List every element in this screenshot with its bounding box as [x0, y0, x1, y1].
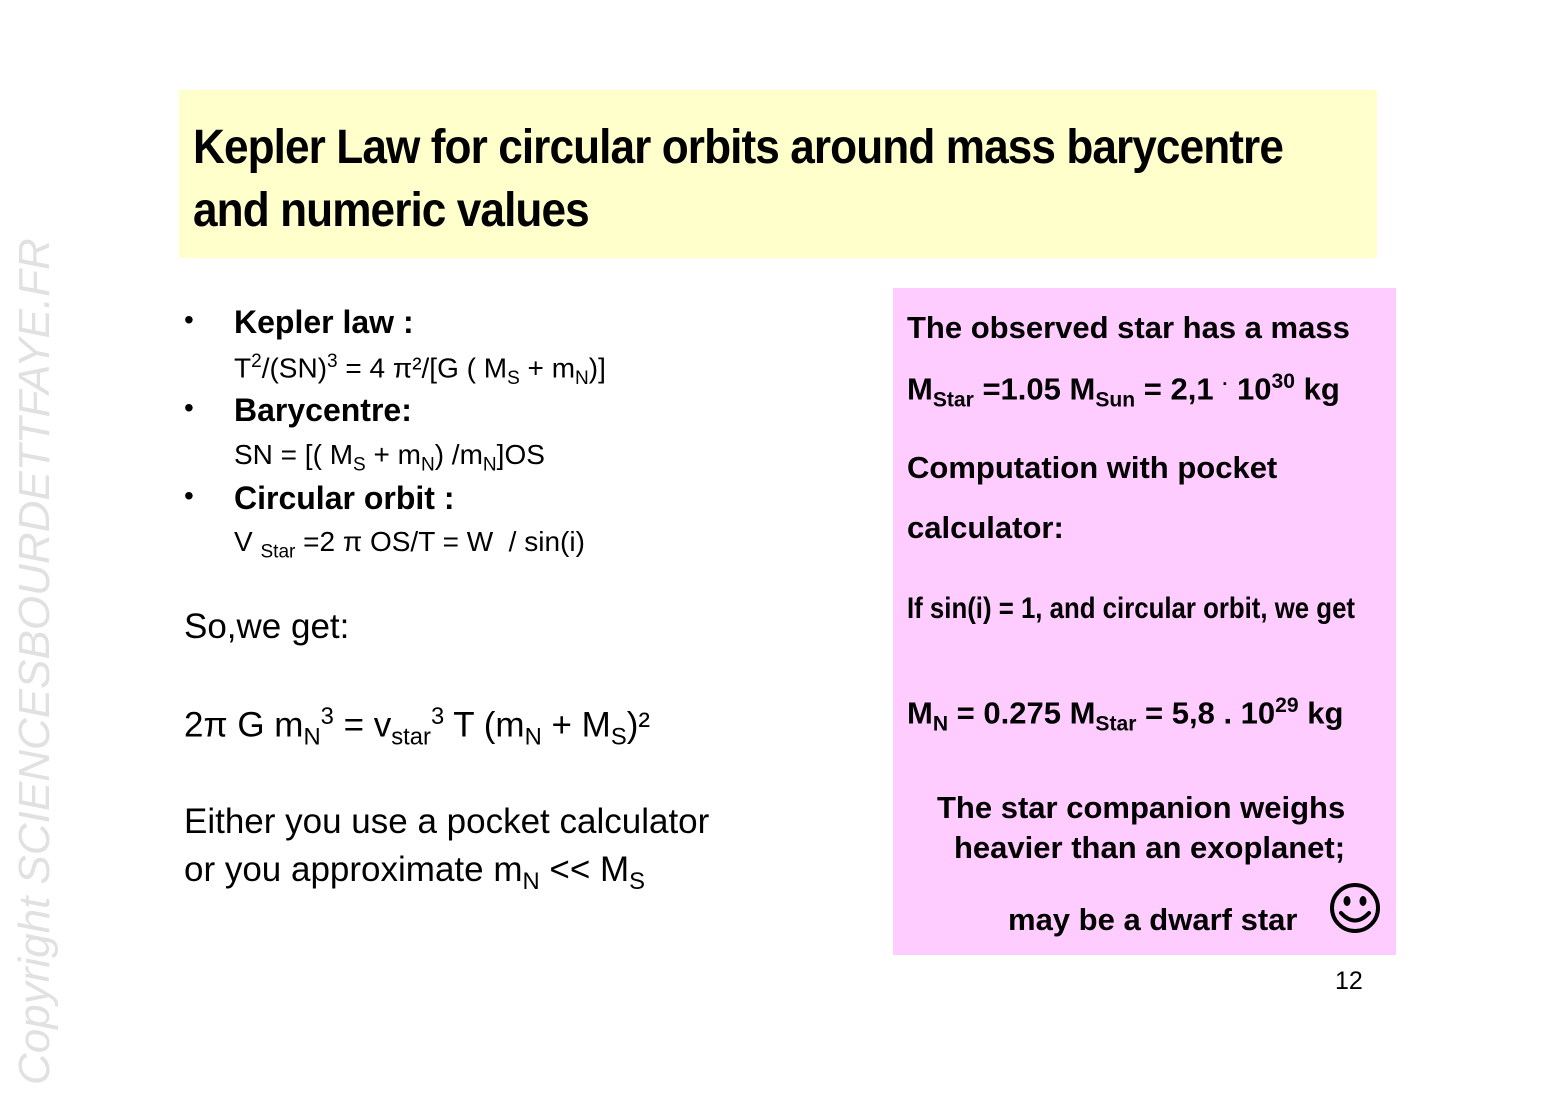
star-mass-value: $M_{Star} =1.05$ $M_{Sun} = 2,1$ · $10^{30}$ kg [907, 370, 1340, 412]
calculator-text: calculator: [907, 510, 1064, 545]
companion-line-3: may be a dwarf star [1008, 902, 1298, 937]
title-line-2: and numeric values [193, 184, 589, 237]
computation-text: Computation with pocket [907, 450, 1278, 485]
mass-equation: 2π G $m_N^3 = v_{star}^3$ T $(m_N + M_S)^2$ [184, 703, 650, 751]
companion-line-2: heavier than an exoplanet; [954, 830, 1346, 865]
so-we-get-text: So,we get: [184, 607, 350, 646]
kepler-formula: $T^2/(SN)^3 = 4$ π²/[G ( $M_S + m_N$)] [234, 351, 606, 389]
page-number: 12 [1335, 967, 1363, 995]
result-box [893, 288, 1396, 955]
either-line-2: or you approximate $m_N << M_S$ [184, 850, 646, 895]
bullet-kepler-law: Kepler law : [234, 304, 414, 340]
circular-orbit-formula: V $_{Star}$ =2 π OS/T = W / sin(i) [234, 526, 585, 563]
slide-title [193, 116, 1283, 242]
bullet-circular-orbit: Circular orbit : [234, 480, 455, 516]
bullet-marker: • [184, 304, 194, 335]
observed-star-text: The observed star has a mass [907, 310, 1350, 345]
companion-mass-value: $M_N = 0.275$ $M_{Star} = 5,8$ . $10^{29}$ kg [907, 694, 1344, 736]
smiley-icon [1329, 882, 1381, 934]
condition-text: If sin(i) = 1, and circular orbit, we get [907, 592, 1356, 625]
title-box [179, 90, 1377, 258]
title-line-1: Kepler Law for circular orbits around mass barycentre [193, 121, 1283, 174]
barycentre-formula: SN = [( $M_S + m_N$) $/m_N]OS$ [234, 439, 545, 476]
companion-line-1: The star companion weighs [937, 790, 1346, 825]
bullet-marker: • [184, 392, 194, 423]
copyright-watermark: Copyright SCIENCESBOURDETTFAYE.FR [10, 238, 59, 1085]
bullet-barycentre: Barycentre: [234, 392, 412, 428]
either-line-1: Either you use a pocket calculator [184, 802, 710, 841]
bullet-marker: • [184, 480, 194, 511]
